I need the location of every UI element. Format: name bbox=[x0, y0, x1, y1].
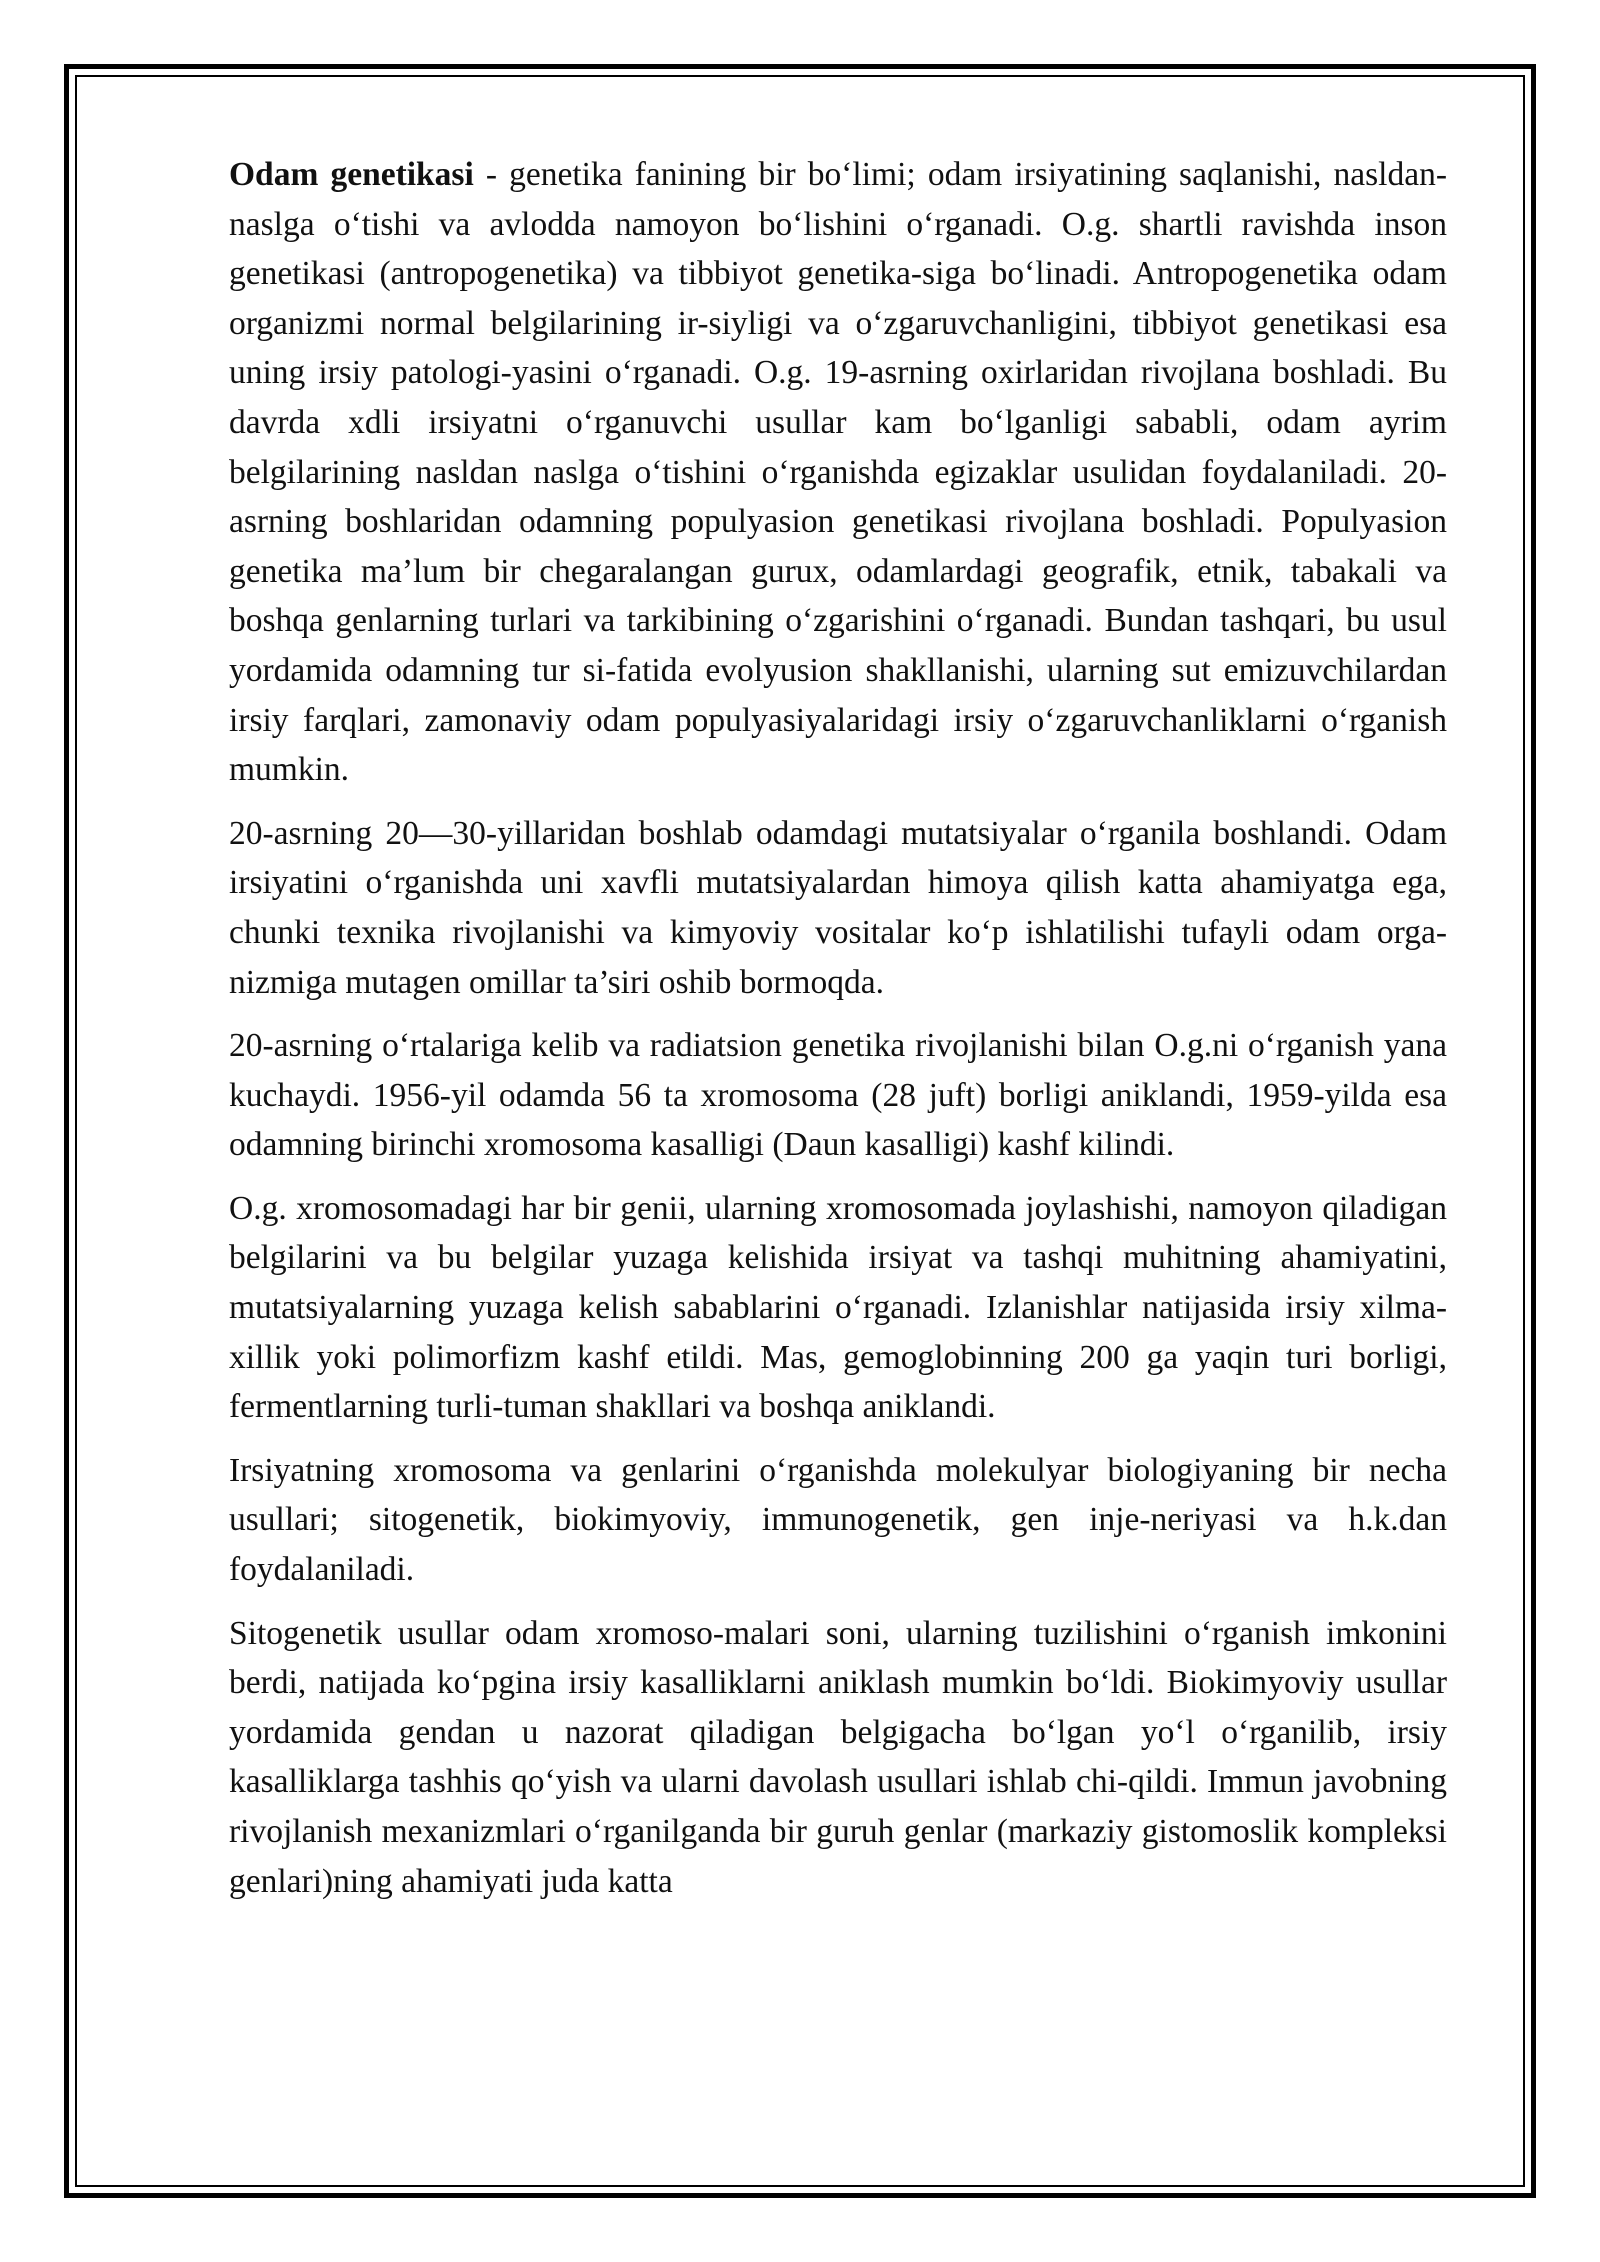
paragraph-6: Sitogenetik usullar odam xromoso-malari soni, ularning tuzilishini o‘rganish imkonini berdi, natijada ko‘pgina irsiy kasalliklarni aniklash mumkin bo‘ldi. Biokimyoviy usullar yordamida gendan u nazorat qiladigan belgigacha bo‘lgan yo‘l o‘rganilib, irsiy kasalliklarga tashhis qo‘yish va ularni davolash usullari ishlab chi-qildi. Immun javobning rivojlanish mexanizmlari o‘rganilganda bir guruh genlar (markaziy gistomoslik kompleksi genlari)ning ahamiyati juda katta bbox=[229, 1614, 1447, 1900]
paragraph-4: O.g. xromosomadagi har bir genii, ularning xromosomada joylashishi, namoyon qiladigan belgilarini va bu belgilar yuzaga kelishida irsiyat va tashqi muhitning ahamiyatini, mutatsiyalarning yuzaga kelish sabablarini o‘rganadi. Izlanishlar natijasida irsiy xilma-xillik yoki polimorfizm kashf etildi. Mas, gemoglobinning 200 ga yaqin turi borligi, fermentlarning turli-tuman shakllari va boshqa aniklandi. bbox=[229, 1189, 1447, 1426]
paragraph-1 bbox=[229, 150, 1447, 795]
paragraph-3: 20-asrning o‘rtalariga kelib va radiatsion genetika rivojlanishi bilan O.g.ni o‘rganish yana kuchaydi. 1956-yil odamda 56 ta xromosoma (28 juft) borligi aniklandi, 1959-yilda esa odamning birinchi xromosoma kasalligi (Daun kasalligi) kashf kilindi. bbox=[229, 1027, 1447, 1164]
paragraph-5: Irsiyatning xromosoma va genlarini o‘rganishda molekulyar biologiyaning bir necha usullari; sitogenetik, biokimyoviy, immunogenetik, gen inje-neriyasi va h.k.dan foydalaniladi. bbox=[229, 1451, 1447, 1589]
heading-term: Odam genetikasi bbox=[229, 156, 474, 193]
paragraph-2: 20-asrning 20—30-yillaridan boshlab odamdagi mutatsiyalar o‘rganila boshlandi. Odam irsiyatini o‘rganishda uni xavfli mutatsiyalardan himoya qilish katta ahamiyatga ega, chunki texnika rivojlanishi va kimyoviy vositalar ko‘p ishlatilishi tufayli odam orga-nizmiga mutagen omillar ta’siri oshib bormoqda. bbox=[229, 814, 1447, 1001]
paragraph-text: - genetika fanining bir bo‘limi; odam irsiyatining saqlanishi, nasldan-naslga o‘tishi va avlodda namoyon bo‘lishini o‘rganadi. O.g. shartli ravishda inson genetikasi (antropogenetika) va tibbiyot genetika-siga bo‘linadi. Antropogenetika odam organizmi normal belgilarining ir-siyligi va o‘zgaruvchanligini, tibbiyot genetikasi esa uning irsiy patologi-yasini o‘rganadi. O.g. 19-asrning oxirlaridan rivojlana boshladi. Bu davrda xdli irsiyatni o‘rganuvchi usullar kam bo‘lganligi sababli, odam ayrim belgilarining nasldan naslga o‘tishini o‘rganishda egizaklar usulidan foydalaniladi. 20-asrning boshlaridan odamning populyasion genetikasi rivojlana boshladi. Populyasion genetika ma’lum bir chegaralangan gurux, odamlardagi geografik, etnik, tabakali va boshqa genlarning turlari va tarkibining o‘zgarishini o‘rganadi. Bundan tashqari, bu usul yordamida odamning tur si-fatida evolyusion shakllanishi, ularning sut emizuvchilardan irsiy farqlari, zamonaviy odam populyasiyalaridagi irsiy o‘zgaruvchanliklarni o‘rganish mumkin. bbox=[229, 156, 1448, 789]
document-body bbox=[229, 150, 1447, 1920]
